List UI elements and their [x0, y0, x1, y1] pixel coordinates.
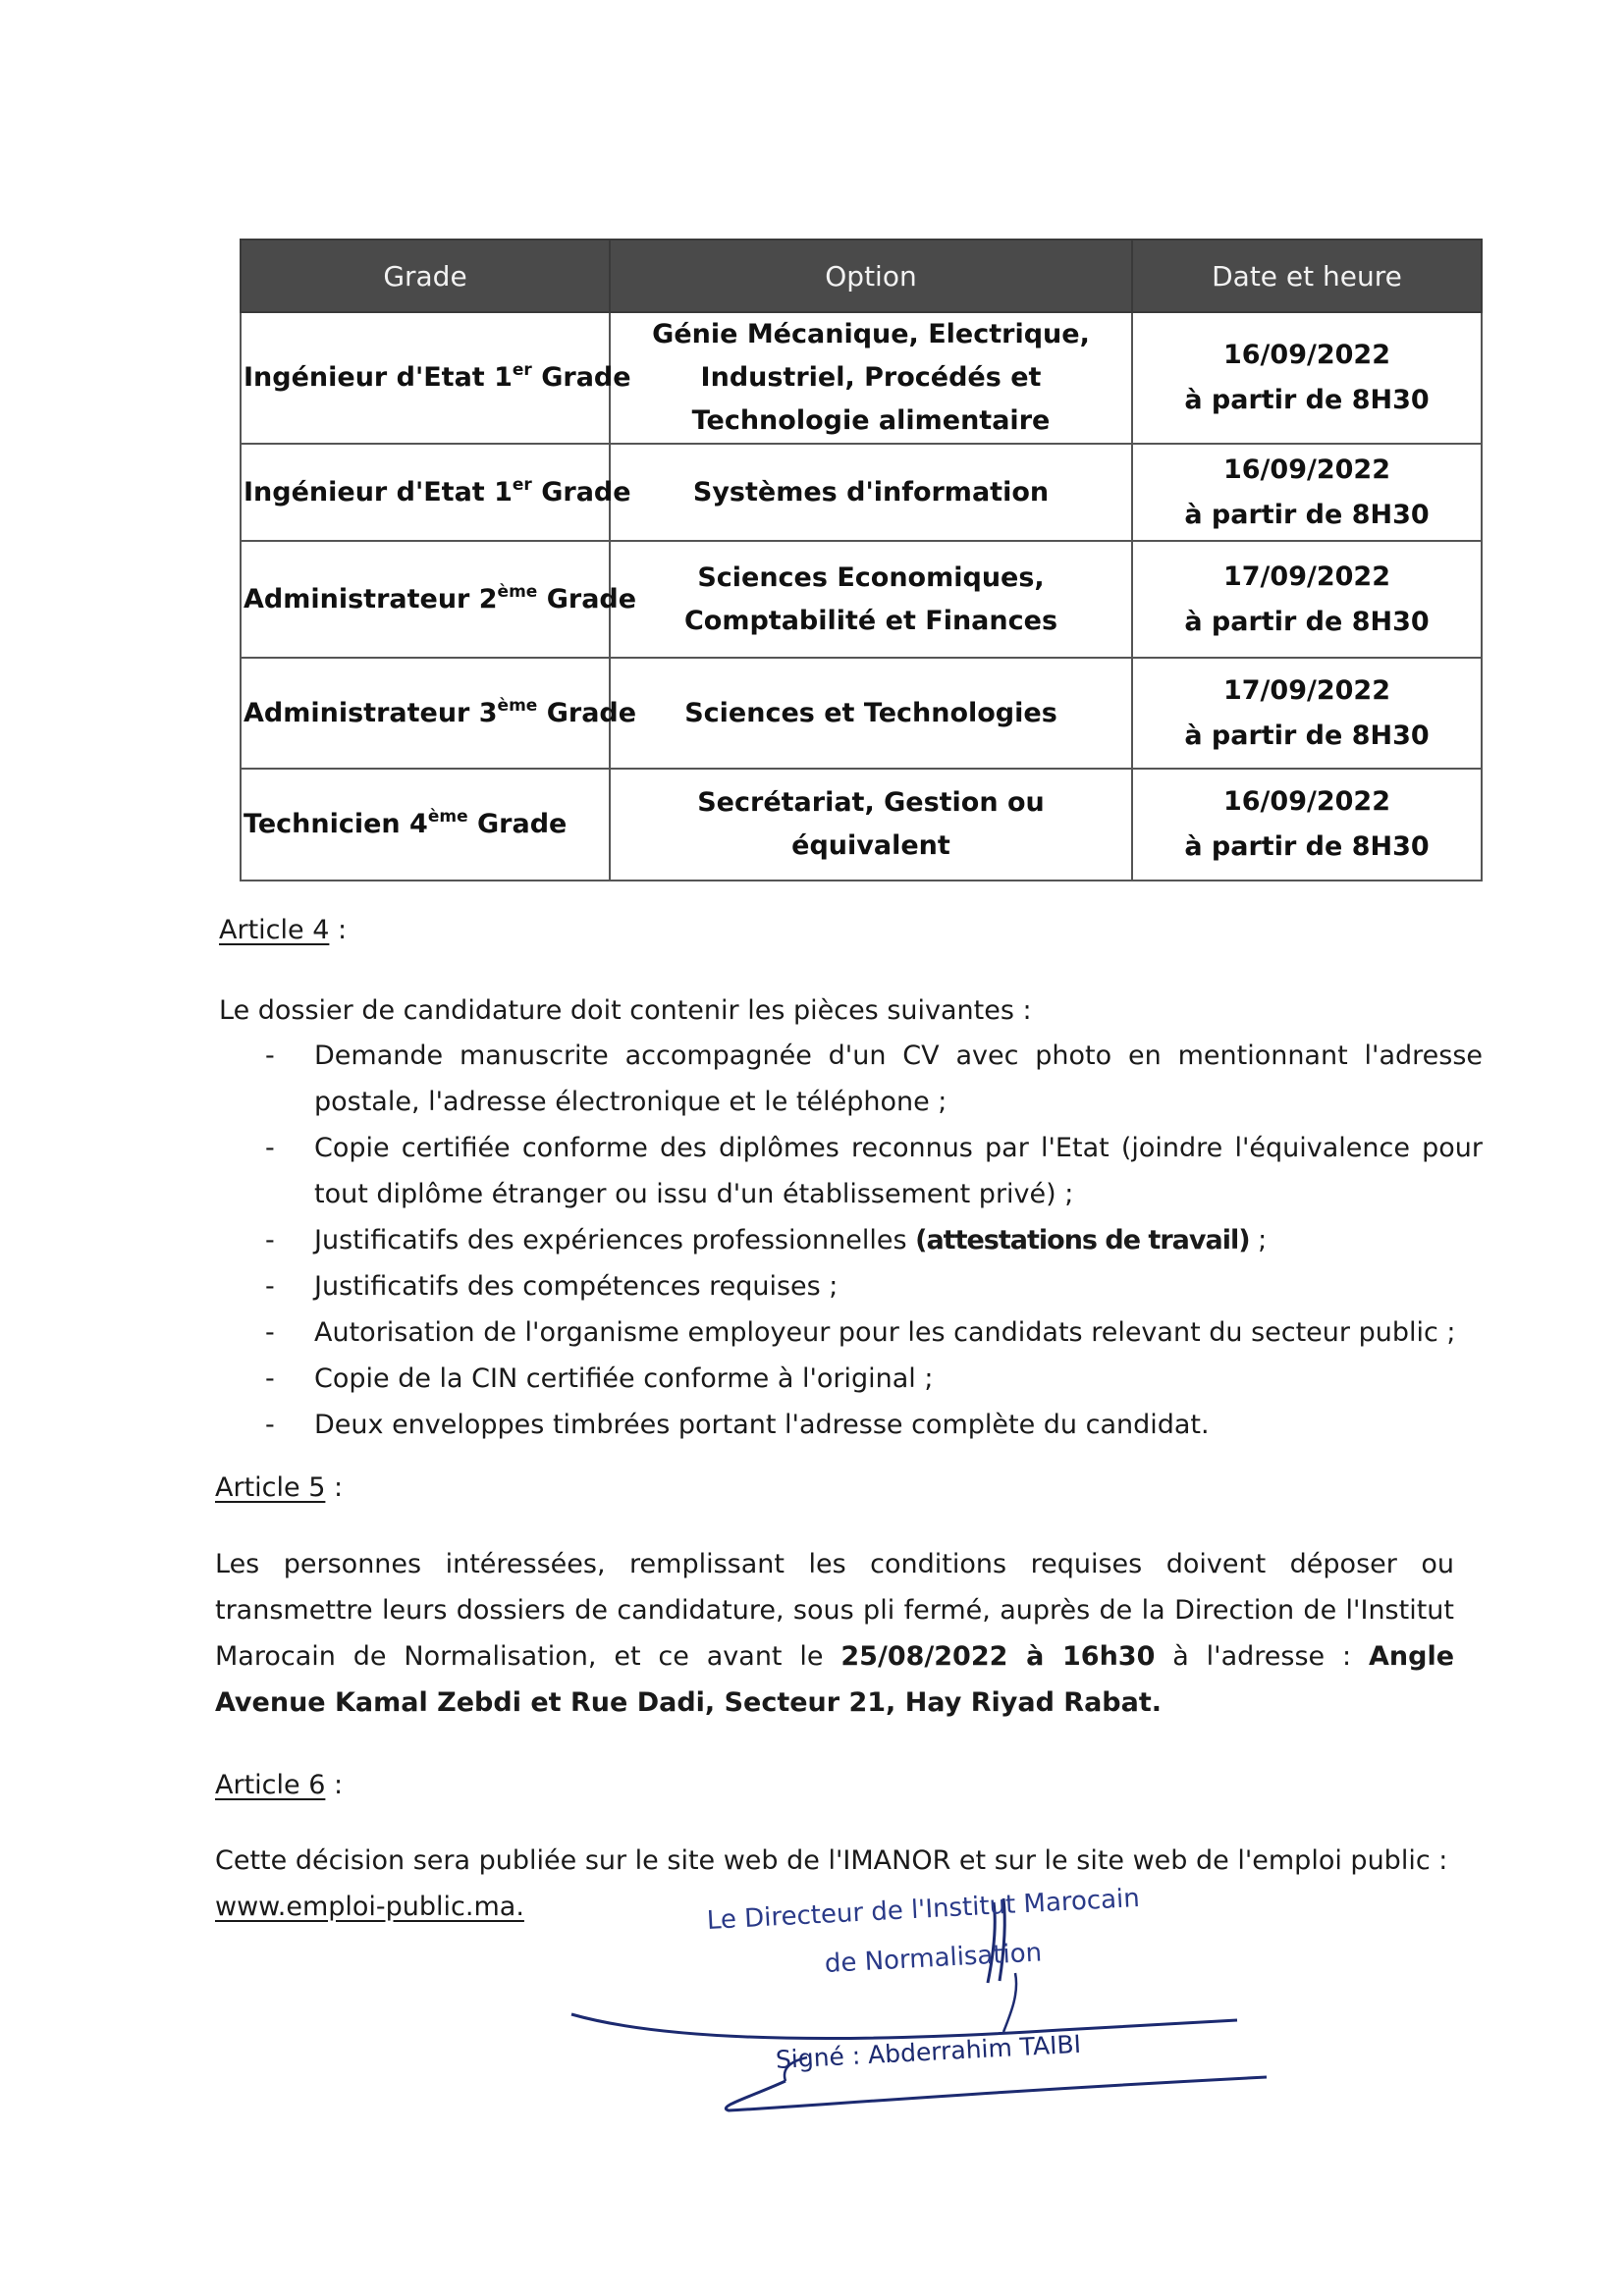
grade-cell: Administrateur 2ème Grade	[241, 541, 610, 658]
article-6-paragraph: Cette décision sera publiée sur le site web de l'IMANOR et sur le site web de l'emploi public : www.emploi-public.ma.	[215, 1845, 1448, 1922]
required-documents-list	[265, 1033, 1483, 1448]
table-row	[241, 769, 1482, 881]
option-cell: Systèmes d'information	[610, 444, 1132, 541]
article-4-intro: Le dossier de candidature doit contenir les pièces suivantes :	[219, 995, 1032, 1026]
option-cell: Génie Mécanique, Electrique, Industriel, Procédés et Technologie alimentaire	[610, 312, 1132, 444]
date-cell: 17/09/2022 à partir de 8H30	[1132, 541, 1482, 658]
article-6-heading: Article 6 :	[215, 1770, 344, 1800]
date-cell: 16/09/2022 à partir de 8H30	[1132, 769, 1482, 881]
address: Angle Avenue Kamal Zebdi et Rue Dadi, Secteur 21, Hay Riyad Rabat.	[215, 1641, 1455, 1718]
list-item: - Copie certifiée conforme des diplômes reconnus par l'Etat (joindre l'équivalence pour tout diplôme étranger ou issu d'un établissement privé) ;	[265, 1133, 1483, 1209]
exam-schedule-table	[240, 239, 1483, 881]
table-row	[241, 658, 1482, 769]
column-header-date: Date et heure	[1132, 240, 1482, 312]
table-row	[241, 541, 1482, 658]
signatory-name: Signé : Abderrahim TAIBI	[775, 2029, 1082, 2074]
deadline: 25/08/2022 à 16h30	[840, 1641, 1156, 1672]
date-cell: 16/09/2022 à partir de 8H30	[1132, 312, 1482, 444]
option-cell: Sciences Economiques, Comptabilité et Finances	[610, 541, 1132, 658]
list-item: - Autorisation de l'organisme employeur pour les candidats relevant du secteur public ;	[265, 1317, 1456, 1348]
table-row	[241, 312, 1482, 444]
table-header-row	[241, 240, 1482, 312]
option-cell: Secrétariat, Gestion ou équivalent	[610, 769, 1132, 881]
grade-cell: Administrateur 3ème Grade	[241, 658, 610, 769]
signature-stamp	[550, 1885, 1296, 2130]
list-item: - Justificatifs des compétences requises ;	[265, 1271, 839, 1302]
list-item: - Demande manuscrite accompagnée d'un CV avec photo en mentionnant l'adresse postale, l'adresse électronique et le téléphone ;	[265, 1041, 1483, 1117]
column-header-option: Option	[610, 240, 1132, 312]
emploi-public-link[interactable]: www.emploi-public.ma.	[215, 1892, 524, 1922]
article-4-heading: Article 4 :	[219, 915, 348, 945]
table-row	[241, 444, 1482, 541]
article-5-paragraph: Les personnes intéressées, remplissant les conditions requises doivent déposer ou transmettre leurs dossiers de candidature, sous pli fermé, auprès de la Direction de l'Institut Marocain de Normalisation, et ce avant le 25/08/2022 à 16h30 à l'adresse : Angle Avenue Kamal Zebdi et Rue Dadi, Secteur 21, Hay Riyad Rabat.	[215, 1549, 1455, 1718]
date-cell: 16/09/2022 à partir de 8H30	[1132, 444, 1482, 541]
grade-cell: Ingénieur d'Etat 1er Grade	[241, 444, 610, 541]
list-item: - Deux enveloppes timbrées portant l'adresse complète du candidat.	[265, 1410, 1210, 1440]
grade-cell: Technicien 4ème Grade	[241, 769, 610, 881]
option-cell: Sciences et Technologies	[610, 658, 1132, 769]
signatory-title: Le Directeur de l'Institut Marocain	[706, 1883, 1141, 1936]
signatory-title-continued: de Normalisation	[824, 1938, 1043, 1979]
grade-cell: Ingénieur d'Etat 1er Grade	[241, 312, 610, 444]
list-item: - Copie de la CIN certifiée conforme à l'original ;	[265, 1363, 934, 1394]
date-cell: 17/09/2022 à partir de 8H30	[1132, 658, 1482, 769]
column-header-grade: Grade	[241, 240, 610, 312]
article-5-heading: Article 5 :	[215, 1472, 344, 1503]
list-item: - Justificatifs des expériences professionnelles (attestations de travail) ;	[265, 1225, 1268, 1255]
